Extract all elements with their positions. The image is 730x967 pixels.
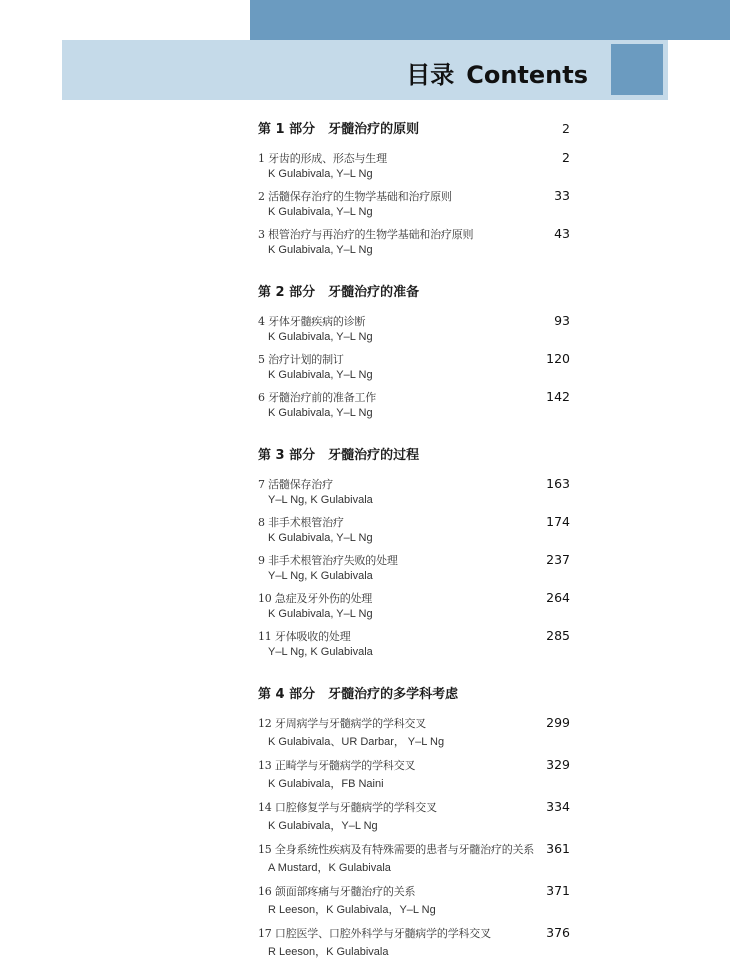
part-title: 第 1 部分 牙髓治疗的原则 xyxy=(258,122,420,137)
chapter-page-number: 163 xyxy=(546,476,570,491)
header-top-band xyxy=(250,0,730,40)
part-spacer xyxy=(258,666,570,683)
chapter-authors: K Gulabivala, Y–L Ng xyxy=(268,532,373,544)
chapter-line xyxy=(258,590,570,606)
chapter-title: 6 牙髓治疗前的准备工作 xyxy=(258,391,377,404)
chapter-page-number: 361 xyxy=(546,841,570,856)
chapter-authors: Y–L Ng, K Gulabivala xyxy=(268,570,373,582)
chapter-authors: Y–L Ng, K Gulabivala xyxy=(268,494,373,506)
chapter-page-number: 334 xyxy=(546,799,570,814)
chapter-line xyxy=(258,883,570,899)
chapter-title: 8 非手术根管治疗 xyxy=(258,516,344,529)
part-page-number: 2 xyxy=(562,121,570,136)
chapter-authors: Y–L Ng, K Gulabivala xyxy=(268,646,373,658)
chapter-page-number: 120 xyxy=(546,351,570,366)
chapter-line xyxy=(258,514,570,530)
chapter-entry[interactable] xyxy=(258,150,570,180)
chapter-authors: K Gulabivala, Y–L Ng xyxy=(268,168,373,180)
part-title: 第 2 部分 牙髓治疗的准备 xyxy=(258,285,420,300)
chapter-page-number: 285 xyxy=(546,628,570,643)
chapter-line xyxy=(258,150,570,166)
chapter-entry[interactable] xyxy=(258,389,570,419)
part-heading[interactable] xyxy=(258,683,570,702)
chapter-line xyxy=(258,628,570,644)
chapter-title: 4 牙体牙髓疾病的诊断 xyxy=(258,315,366,328)
chapter-authors: R Leeson，K Gulabivala xyxy=(268,946,389,958)
chapter-title: 9 非手术根管治疗失败的处理 xyxy=(258,554,398,567)
chapter-title: 2 活髓保存治疗的生物学基础和治疗原则 xyxy=(258,190,452,203)
chapter-title: 17 口腔医学、口腔外科学与牙髓病学的学科交叉 xyxy=(258,927,491,940)
chapter-page-number: 237 xyxy=(546,552,570,567)
chapter-line xyxy=(258,389,570,405)
chapter-entry[interactable] xyxy=(258,313,570,343)
title-square-decoration xyxy=(611,44,663,95)
page-title-en: Contents xyxy=(466,61,588,89)
chapter-entry[interactable] xyxy=(258,476,570,506)
chapter-title: 3 根管治疗与再治疗的生物学基础和治疗原则 xyxy=(258,228,474,241)
page-title-zh: 目录 xyxy=(406,61,455,89)
chapter-entry[interactable] xyxy=(258,883,570,917)
chapter-authors: K Gulabivala, Y–L Ng xyxy=(268,369,373,381)
chapter-page-number: 329 xyxy=(546,757,570,772)
chapter-title: 7 活髓保存治疗 xyxy=(258,478,333,491)
chapter-line xyxy=(258,476,570,492)
chapter-line xyxy=(258,351,570,367)
chapter-line xyxy=(258,715,570,731)
chapter-page-number: 142 xyxy=(546,389,570,404)
chapter-title: 15 全身系统性疾病及有特殊需要的患者与牙髓治疗的关系 xyxy=(258,843,535,856)
page-title xyxy=(406,55,588,90)
chapter-page-number: 174 xyxy=(546,514,570,529)
chapter-page-number: 371 xyxy=(546,883,570,898)
chapter-title: 1 牙齿的形成、形态与生理 xyxy=(258,152,387,165)
chapter-page-number: 93 xyxy=(554,313,570,328)
chapter-authors: A Mustard，K Gulabivala xyxy=(268,862,391,874)
chapter-page-number: 264 xyxy=(546,590,570,605)
chapter-entry[interactable] xyxy=(258,188,570,218)
chapter-page-number: 376 xyxy=(546,925,570,940)
chapter-authors: K Gulabivala, Y–L Ng xyxy=(268,206,373,218)
chapter-authors: K Gulabivala, Y–L Ng xyxy=(268,407,373,419)
part-heading[interactable] xyxy=(258,281,570,300)
chapter-title: 5 治疗计划的制订 xyxy=(258,353,344,366)
chapter-line xyxy=(258,799,570,815)
chapter-entry[interactable] xyxy=(258,757,570,791)
chapter-line xyxy=(258,226,570,242)
chapter-authors: K Gulabivala, Y–L Ng xyxy=(268,331,373,343)
chapter-title: 10 急症及牙外伤的处理 xyxy=(258,592,373,605)
chapter-entry[interactable] xyxy=(258,226,570,256)
chapter-authors: K Gulabivala, Y–L Ng xyxy=(268,244,373,256)
chapter-title: 11 牙体吸收的处理 xyxy=(258,630,351,643)
chapter-line xyxy=(258,313,570,329)
chapter-page-number: 43 xyxy=(554,226,570,241)
title-bar-edge xyxy=(668,40,730,100)
chapter-line xyxy=(258,188,570,204)
chapter-authors: R Leeson，K Gulabivala，Y–L Ng xyxy=(268,904,436,916)
chapter-entry[interactable] xyxy=(258,715,570,749)
chapter-entry[interactable] xyxy=(258,925,570,959)
chapter-title: 14 口腔修复学与牙髓病学的学科交叉 xyxy=(258,801,437,814)
chapter-title: 16 颌面部疼痛与牙髓治疗的关系 xyxy=(258,885,416,898)
chapter-entry[interactable] xyxy=(258,590,570,620)
part-spacer xyxy=(258,264,570,281)
chapter-entry[interactable] xyxy=(258,552,570,582)
part-heading[interactable] xyxy=(258,118,570,137)
chapter-page-number: 2 xyxy=(562,150,570,165)
table-of-contents xyxy=(258,118,570,967)
chapter-page-number: 33 xyxy=(554,188,570,203)
chapter-entry[interactable] xyxy=(258,351,570,381)
chapter-line xyxy=(258,757,570,773)
chapter-line xyxy=(258,552,570,568)
chapter-authors: K Gulabivala，Y–L Ng xyxy=(268,820,378,832)
chapter-title: 12 牙周病学与牙髓病学的学科交叉 xyxy=(258,717,427,730)
chapter-entry[interactable] xyxy=(258,628,570,658)
chapter-authors: K Gulabivala、UR Darbar， Y–L Ng xyxy=(268,736,445,748)
chapter-entry[interactable] xyxy=(258,841,570,875)
part-title: 第 3 部分 牙髓治疗的过程 xyxy=(258,448,420,463)
chapter-entry[interactable] xyxy=(258,514,570,544)
chapter-line xyxy=(258,841,570,857)
chapter-entry[interactable] xyxy=(258,799,570,833)
chapter-line xyxy=(258,925,570,941)
chapter-authors: K Gulabivala，FB Naini xyxy=(268,778,384,790)
part-title: 第 4 部分 牙髓治疗的多学科考虑 xyxy=(258,687,459,702)
chapter-page-number: 299 xyxy=(546,715,570,730)
chapter-authors: K Gulabivala, Y–L Ng xyxy=(268,608,373,620)
part-heading[interactable] xyxy=(258,444,570,463)
chapter-title: 13 正畸学与牙髓病学的学科交叉 xyxy=(258,759,416,772)
part-spacer xyxy=(258,427,570,444)
